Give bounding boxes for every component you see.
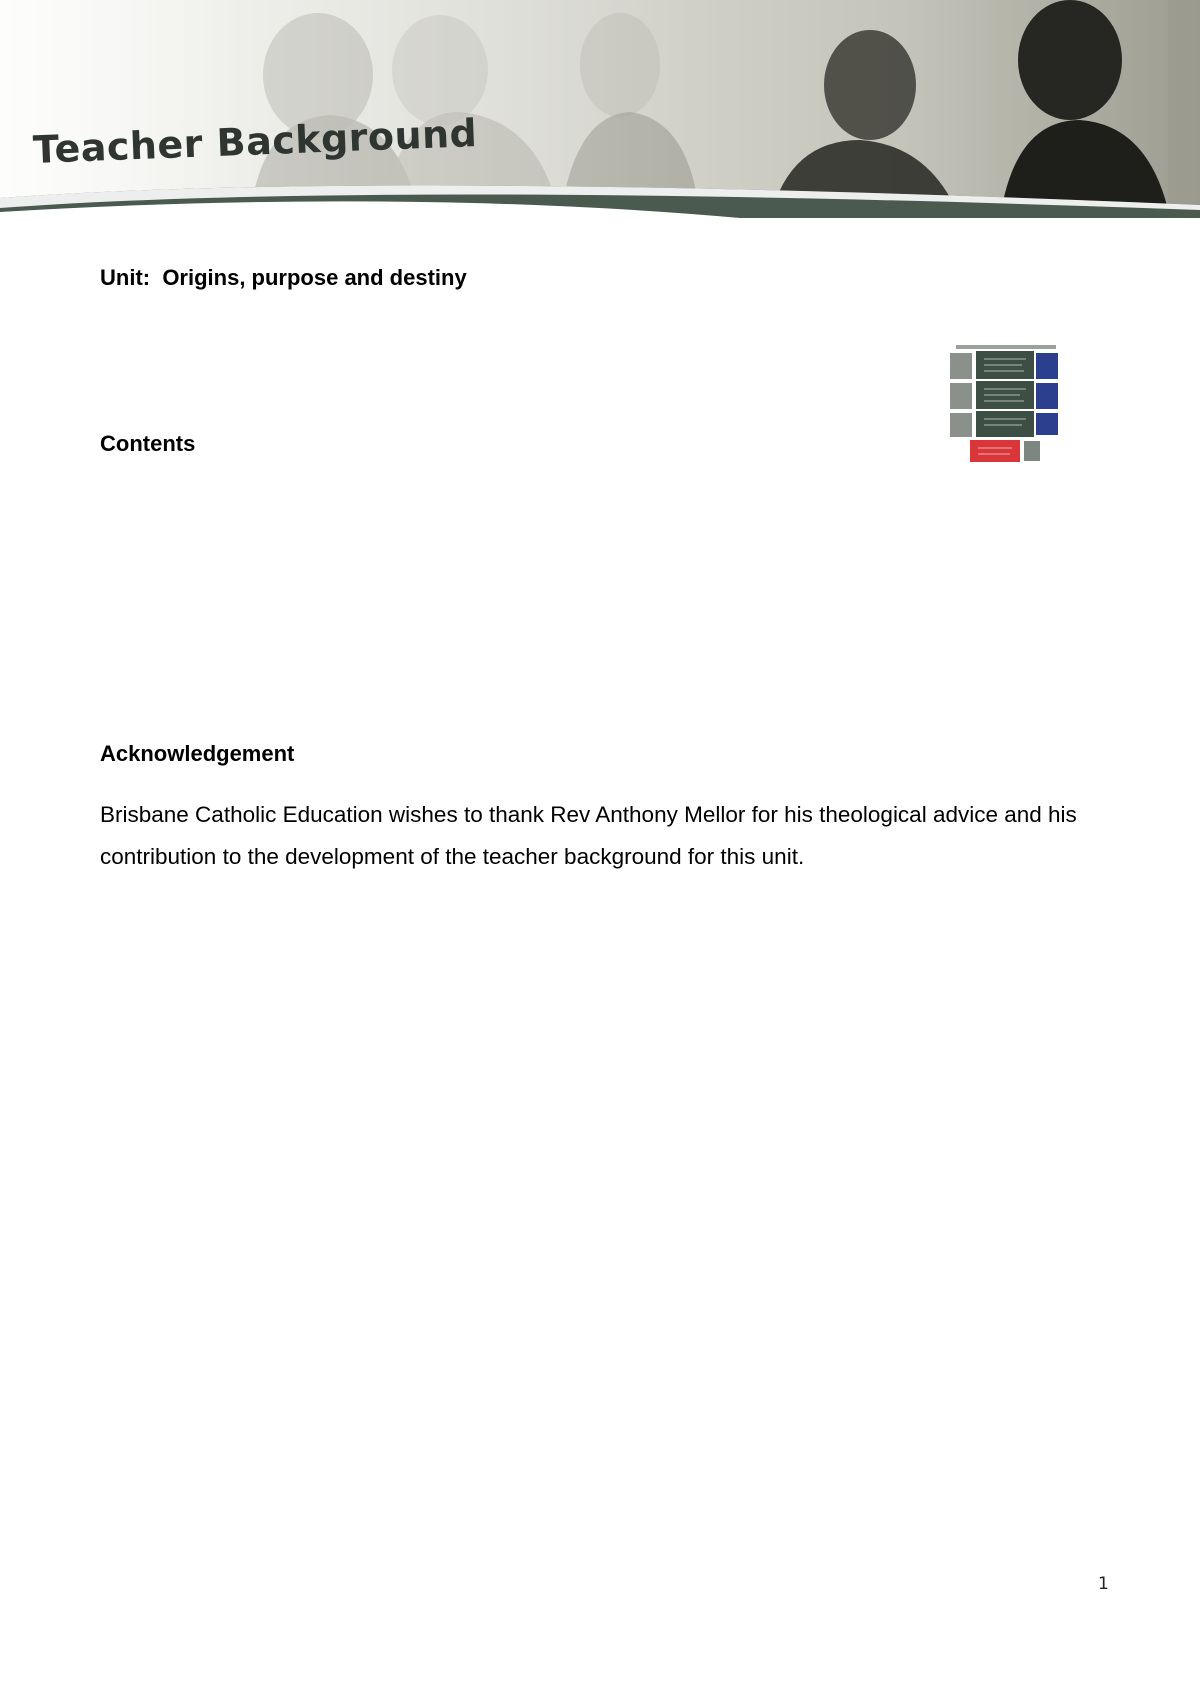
header-banner — [0, 0, 1200, 218]
banner-title: Teacher Background — [32, 110, 479, 172]
unit-overview-thumbnail — [950, 345, 1060, 463]
unit-title: Unit: Origins, purpose and destiny — [100, 265, 467, 290]
acknowledgement-text: Brisbane Catholic Education wishes to thank Rev Anthony Mellor for his theological advice and his contribution to the development of the teacher background for this unit. — [100, 802, 1077, 869]
contents-heading: Contents — [100, 431, 196, 456]
page-number: 1 — [1098, 1574, 1109, 1594]
banner-photo — [0, 0, 1200, 218]
acknowledgement-heading: Acknowledgement — [100, 741, 295, 766]
